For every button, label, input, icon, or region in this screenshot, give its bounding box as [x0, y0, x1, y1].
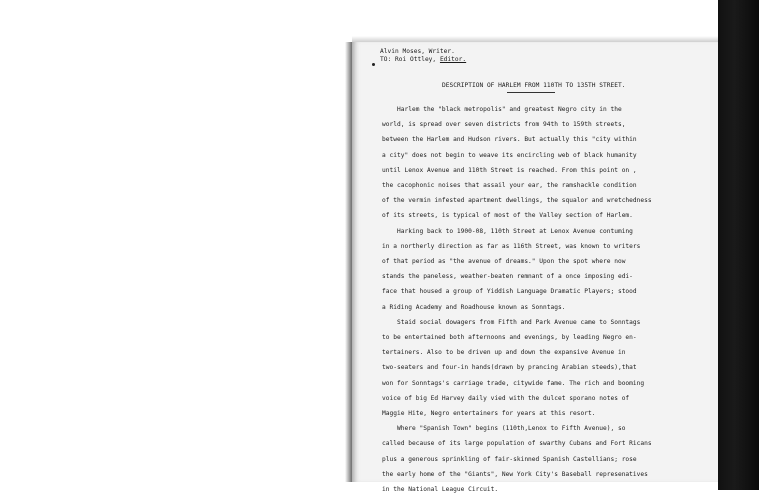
body-line: of the vermin infested apartment dwellings, the squalor and wretchedness	[382, 197, 652, 205]
body-line: face that housed a group of Yiddish Language Dramatic Players; stood	[382, 288, 637, 296]
body-line: Staid social dowagers from Fifth and Park Avenue came to Sonntags	[382, 318, 641, 326]
document-text	[352, 42, 718, 493]
body-line: the early home of the "Giants", New York City's Baseball represenatives	[382, 470, 648, 478]
body-line: between the Harlem and Hudson rivers. But actually this "city within	[382, 136, 637, 144]
body-line: called because of its large population of swarthy Cubans and Fort Ricans	[382, 440, 652, 448]
body-line: plus a generous sprinkling of fair-skinned Spanish Castellians; rose	[382, 455, 637, 463]
body-line: in a northerly direction as far as 116th Street, was known to writers	[382, 242, 641, 250]
body-line: a Riding Academy and Roadhouse known as Sonntags.	[382, 303, 566, 311]
header-to-prefix: TO: Roi Ottley,	[380, 56, 440, 63]
body-line: tertainers. Also to be driven up and down the expansive Avenue in	[382, 349, 626, 357]
scan-right-edge	[718, 0, 759, 501]
body-line: Harking back to 1900-08, 110th Street at Lenox Avenue contuming	[382, 227, 633, 235]
typed-document-sheet	[352, 42, 718, 493]
header-from-line: Alvin Moses, Writer.	[380, 48, 455, 55]
document-title: DESCRIPTION OF HARLEM FROM 110TH TO 135TH STREET.	[442, 82, 626, 89]
body-line: Where "Spanish Town" begins (110th,Lenox to Fifth Avenue), so	[382, 425, 626, 433]
body-line: Maggie Hite, Negro entertainers for years at this resort.	[382, 410, 596, 417]
body-line: world, is spread over seven districts from 94th to 159th streets,	[382, 121, 626, 129]
body-line: a city" does not begin to weave its encircling web of black humanity	[382, 151, 637, 159]
body-line: Harlem the "black metropolis" and greatest Negro city in the	[382, 106, 622, 113]
body-line: won for Sonntags's carriage trade, citywide fame. The rich and booming	[382, 379, 645, 387]
body-line: in the National League Circuit.	[382, 486, 499, 493]
ink-dot-mark	[372, 63, 375, 66]
body-line: of its streets, is typical of most of the Valley section of Harlem.	[382, 212, 633, 220]
body-line: the cacophonic noises that assail your ear, the ramshackle condition	[382, 182, 637, 189]
title-underline	[507, 92, 555, 93]
body-line: stands the paneless, weather-beaten remnant of a once imposing edi-	[382, 273, 633, 281]
header-to-line	[380, 56, 466, 64]
body-line: of that period as "the avenue of dreams." Upon the spot where now	[382, 258, 626, 265]
header-editor-label: Editor.	[439, 56, 467, 63]
body-line: two-seaters and four-in hands(drawn by prancing Arabian steeds),that	[382, 364, 637, 372]
body-line: to be entertained both afternoons and evenings, by leading Negro en-	[382, 334, 637, 341]
body-line: until Lenox Avenue and 110th Street is reached. From this point on ,	[382, 166, 637, 174]
body-line: voice of big Ed Harvey daily vied with the dulcet sporano notes of	[382, 394, 630, 402]
scan-bottom-strip	[0, 490, 759, 501]
